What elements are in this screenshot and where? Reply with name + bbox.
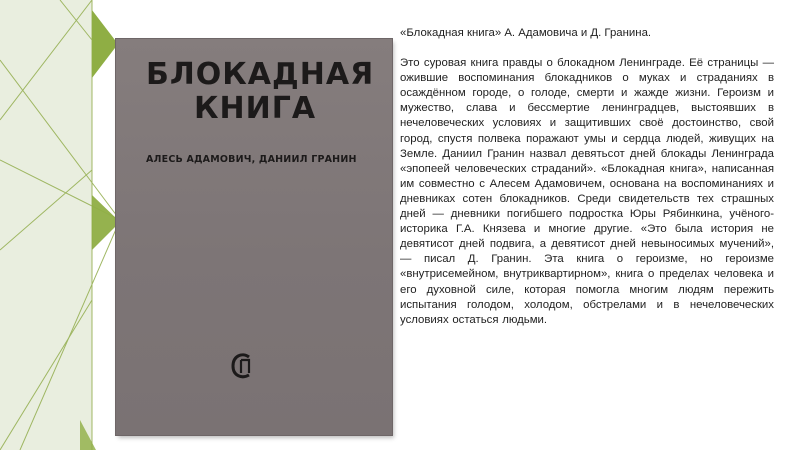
slide-heading: «Блокадная книга» А. Адамовича и Д. Гранина. bbox=[400, 27, 652, 39]
book-authors: АЛЕСЬ АДАМОВИЧ, ДАНИИЛ ГРАНИН bbox=[146, 154, 357, 165]
slide-body-text: Это суровая книга правды о блокадном Ленинграде. Её страницы — ожившие воспоминания блокадников о муках и страданиях в осаждённом городе, о голоде, смерти и жажде жизни. Героизм и мужество, слава и бессмертие ленинградцев, выстоявших в нечеловеческих условиях и защитивших своё достоинство, свой город, спустя полвека поражают умы и сердца людей, живущих на Земле. Даниил Гранин назвал девятьсот дней блокады Ленинграда «эпопеей человеческих страданий». «Блокадная книга», написанная им совместно с Алесем Адамовичем, основана на воспоминаниях и дневниках сотен блокадников. Среди свидетельств тех страшных дней — дневники погибшего подростка Юры Рябинкина, учёного-историка Г.А. Князева и многие другие. «Это была история не девятисот дней подвига, а девятисот дней невыносимых мучений», — писал Д. Гранин. Эта книга о героизме, но героизме «внутрисемейном, внутриквартирном», книга о пределах человека и его духовной силе, которая помогла многим людям пережить испытания голодом, холодом, обстрелами и в нечеловеческих условиях остаться людьми. bbox=[400, 57, 774, 326]
publisher-logo-icon bbox=[230, 351, 256, 381]
book-cover bbox=[116, 39, 392, 435]
book-title-line1: БЛОКАДНАЯ bbox=[146, 57, 375, 92]
top-triangle-icon bbox=[92, 10, 118, 78]
left-decor-panel bbox=[0, 0, 92, 450]
text-block bbox=[400, 26, 774, 328]
book-title-line2: КНИГА bbox=[194, 91, 317, 126]
